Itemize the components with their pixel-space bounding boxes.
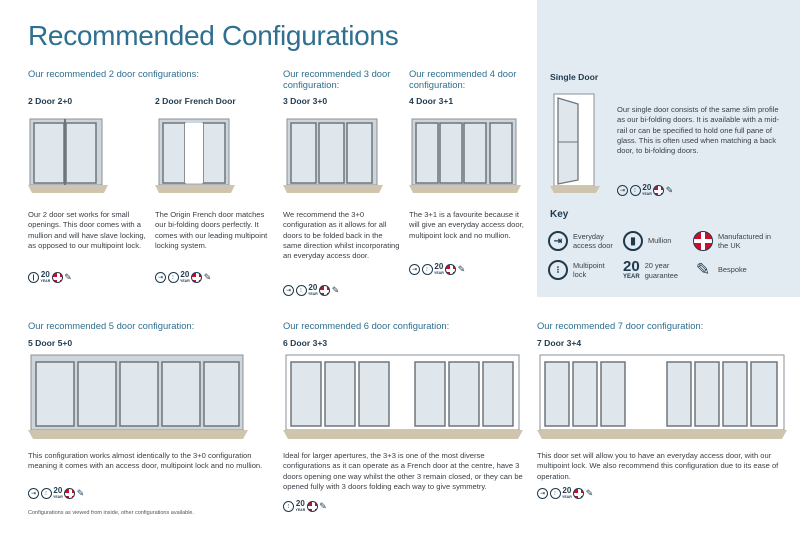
bespoke-pen-icon: ✎ — [665, 185, 674, 195]
access-door-icon: ⇥ — [537, 488, 548, 499]
section-heading-7-door: Our recommended 7 door configuration: — [537, 320, 704, 331]
uk-flag-icon — [319, 285, 330, 296]
uk-flag-icon — [653, 185, 664, 196]
key-uk — [693, 231, 778, 251]
bespoke-pen-icon: ✎ — [695, 260, 711, 279]
key-mullion-label: Mullion — [648, 236, 672, 246]
multipoint-lock-icon: ⁝ — [296, 285, 307, 296]
key-bespoke-label: Bespoke — [718, 265, 747, 275]
mullion-icon: ▮ — [623, 231, 643, 251]
door-image-3-3 — [283, 352, 523, 440]
guarantee-icon: 20 YEAR — [623, 258, 640, 280]
config-desc-3-4: This door set will allow you to have an everyday access door, with our multipoint lock. We also recommend this configuration due to its ease of operation. — [537, 451, 779, 481]
icons-2-0 — [28, 270, 74, 284]
uk-flag-icon — [52, 272, 63, 283]
multipoint-lock-icon: ⁝ — [548, 260, 568, 280]
key-mullion — [623, 231, 671, 251]
key-title: Key — [550, 209, 569, 220]
door-image-3-0 — [283, 115, 383, 195]
access-door-icon: ⇥ — [548, 231, 568, 251]
section-heading-4-door: Our recommended 4 door configuration: — [409, 68, 517, 90]
bespoke-pen-icon: ✎ — [203, 272, 212, 282]
guarantee-icon: 20 YEAR — [434, 262, 444, 275]
multipoint-lock-icon: ⁝ — [41, 488, 52, 499]
key-access-label: Everyday access door — [573, 231, 613, 250]
section-heading-5-door: Our recommended 5 door configuration: — [28, 320, 195, 331]
icons-3-1 — [409, 262, 468, 276]
config-title-2-0: 2 Door 2+0 — [28, 96, 73, 106]
config-title-french: 2 Door French Door — [155, 96, 236, 106]
bespoke-pen-icon: ✎ — [585, 488, 594, 498]
config-title-3-4: 7 Door 3+4 — [537, 338, 582, 348]
access-door-icon: ⇥ — [283, 285, 294, 296]
config-title-5-0: 5 Door 5+0 — [28, 338, 73, 348]
guarantee-icon: 20 YEAR — [562, 486, 572, 499]
uk-flag-icon — [693, 231, 713, 251]
icons-3-0 — [283, 283, 342, 297]
key-bespoke — [693, 260, 747, 280]
uk-flag-icon — [64, 488, 75, 499]
bespoke-pen-icon: ✎ — [76, 488, 85, 498]
config-desc-french: The Origin French door matches our bi-folding doors perfectly. It comes with our leading multipoint locking system. — [155, 210, 268, 250]
config-desc-3-0: We recommend the 3+0 configuration as it allows for all doors to be folded back in the same direction whilst incorporating an everyday access door. — [283, 210, 400, 261]
access-door-icon: ⇥ — [617, 185, 628, 196]
section-heading-3-door: Our recommended 3 door configuration: — [283, 68, 391, 90]
guarantee-icon: 20 YEAR — [180, 270, 190, 283]
icons-3-3 — [283, 499, 329, 513]
section-heading-6-door: Our recommended 6 door configuration: — [283, 320, 450, 331]
config-desc-3-1: The 3+1 is a favourite because it will give an everyday access door, multipoint lock and no mullion. — [409, 210, 524, 240]
uk-flag-icon — [445, 264, 456, 275]
door-image-french — [155, 115, 235, 195]
access-door-icon: ⇥ — [28, 488, 39, 499]
config-desc-5-0: This configuration works almost identically to the 3+0 configuration meaning it comes with an access door, multipoint lock and no mullion. — [28, 451, 263, 471]
icons-5-0 — [28, 486, 87, 500]
uk-flag-icon — [573, 488, 584, 499]
key-guarantee-label: 20 year guarantee — [644, 261, 678, 280]
page-title: Recommended Configurations — [28, 20, 399, 51]
key-multipoint-label: Multipoint lock — [573, 260, 605, 279]
multipoint-lock-icon: ⁝ — [630, 185, 641, 196]
multipoint-lock-icon: ⁝ — [422, 264, 433, 275]
config-title-3-0: 3 Door 3+0 — [283, 96, 328, 106]
uk-flag-icon — [191, 272, 202, 283]
icons-3-4 — [537, 486, 596, 500]
access-door-icon: ⇥ — [409, 264, 420, 275]
bespoke-pen-icon: ✎ — [331, 285, 340, 295]
multipoint-lock-icon: ⁝ — [168, 272, 179, 283]
bespoke-pen-icon: ✎ — [457, 264, 466, 274]
multipoint-lock-icon: ⁝ — [283, 501, 294, 512]
door-image-3-4 — [537, 352, 787, 440]
icons-french — [155, 270, 214, 284]
door-image-single — [550, 90, 600, 195]
key-multipoint — [548, 260, 613, 280]
access-door-icon: ⇥ — [155, 272, 166, 283]
key-uk-label: Manufactured in the UK — [718, 231, 771, 250]
guarantee-icon: 20 YEAR — [53, 486, 63, 499]
door-image-3-1 — [409, 115, 521, 195]
bespoke-pen-icon: ✎ — [319, 501, 327, 511]
config-title-3-1: 4 Door 3+1 — [409, 96, 454, 106]
config-title-3-3: 6 Door 3+3 — [283, 338, 328, 348]
footnote: Configurations as viewed from inside, other configurations available. — [28, 510, 195, 516]
bespoke-pen-icon: ✎ — [64, 272, 72, 282]
door-image-2-0 — [28, 115, 108, 195]
config-desc-3-3: Ideal for larger apertures, the 3+3 is one of the most diverse configurations as it can operate as a French door at the centre, have 3 doors opening one way whilst the other 3 remain closed, or they can be opened fully with 3 doors folding each way to give symmetry. — [283, 451, 523, 491]
guarantee-icon: 20 YEAR — [308, 283, 318, 296]
guarantee-icon: 20 YEAR — [295, 499, 306, 512]
section-heading-2-door: Our recommended 2 door configurations: — [28, 68, 199, 79]
config-desc-2-0: Our 2 door set works for small openings. This door comes with a mullion and will have slave locking, as opposed to our multipoint lock. — [28, 210, 146, 250]
guarantee-icon: 20 YEAR — [40, 270, 51, 283]
multipoint-lock-icon: ⁝ — [550, 488, 561, 499]
mullion-icon: ❙ — [28, 272, 39, 283]
key-guarantee — [623, 260, 693, 281]
single-door-desc: Our single door consists of the same slim profile as our bi-folding doors. It is available with a mid-rail or can be specified to hold one full pane of glass. This is often used when matching a back door, to bi-folding doors. — [617, 105, 780, 156]
uk-flag-icon — [307, 501, 318, 512]
door-image-5-0 — [28, 352, 248, 440]
single-door-title: Single Door — [550, 72, 599, 82]
guarantee-icon: 20 YEAR — [642, 183, 652, 196]
key-access-door — [548, 231, 621, 251]
icons-single — [617, 183, 676, 197]
